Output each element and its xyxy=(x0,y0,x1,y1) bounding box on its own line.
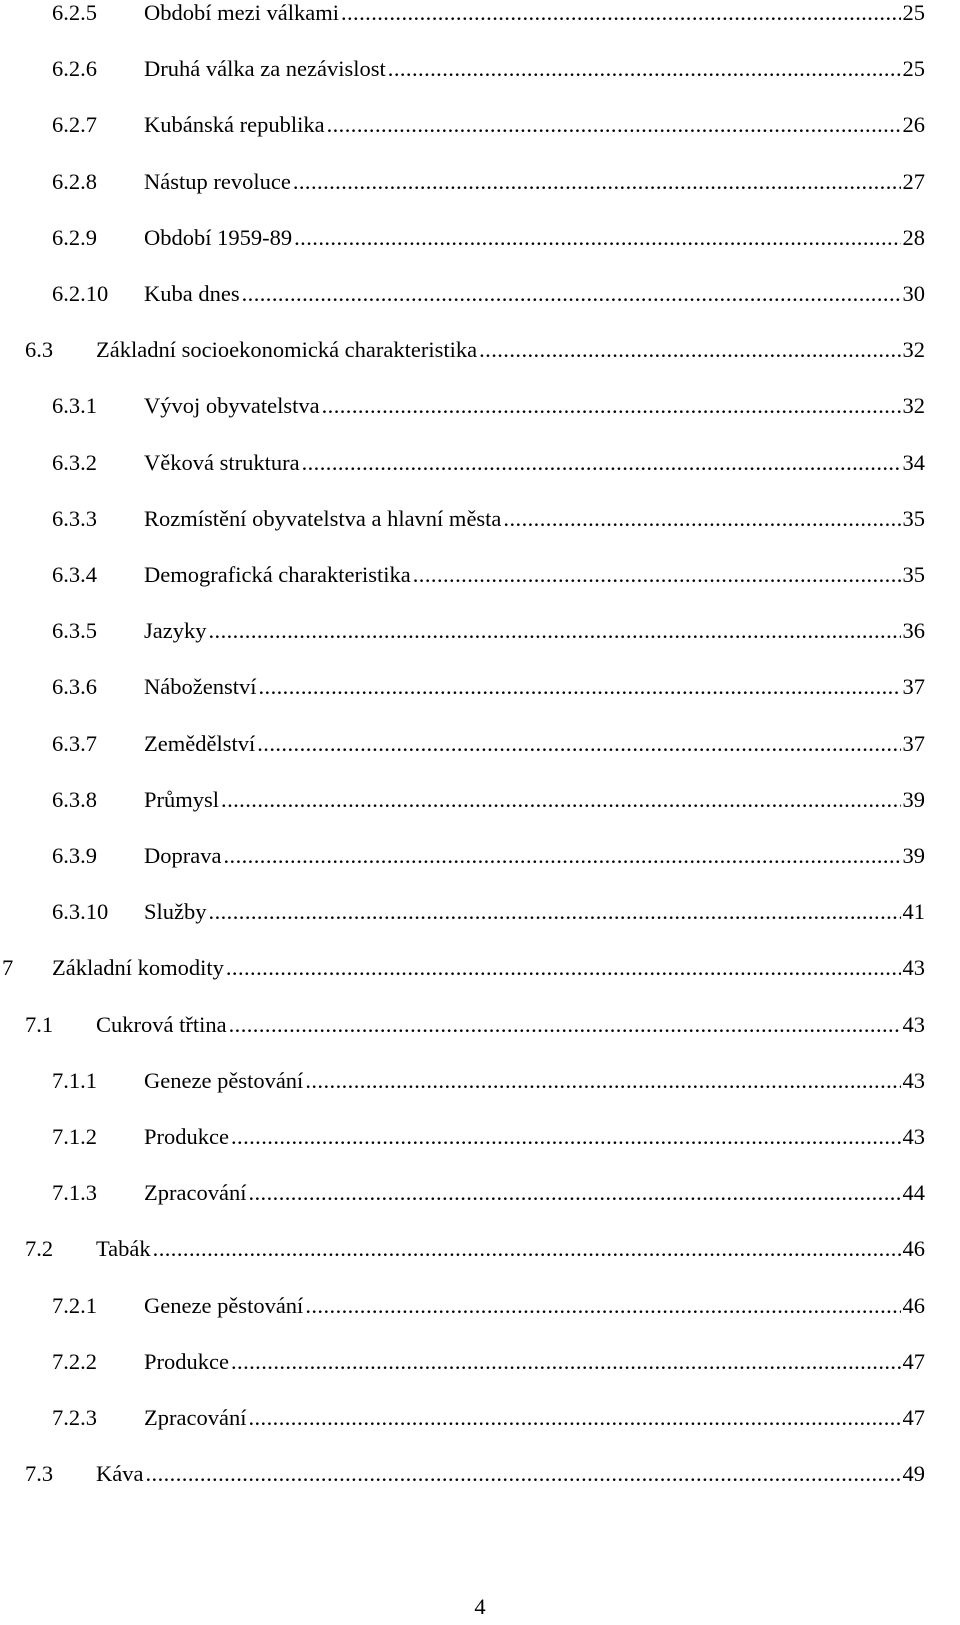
toc-entry-number: 7.2.2 xyxy=(52,1348,97,1374)
toc-entry-number: 6.2.6 xyxy=(52,56,97,82)
toc-entry[interactable] xyxy=(52,1347,925,1377)
toc-entry-page: 26 xyxy=(902,112,925,138)
toc-entry-page: 25 xyxy=(902,56,925,82)
toc-entry-title: Demografická charakteristika xyxy=(144,562,411,587)
toc-entry-title: Produkce xyxy=(144,1124,229,1149)
toc-dot-leader xyxy=(231,1122,901,1152)
toc-entry-page: 28 xyxy=(902,224,925,250)
toc-entry-title: Věková struktura xyxy=(144,449,300,475)
toc-entry[interactable] xyxy=(52,1066,925,1096)
toc-dot-leader xyxy=(248,1178,900,1208)
toc-entry-title: Geneze pěstování xyxy=(144,1067,304,1093)
toc-dot-leader xyxy=(305,1066,900,1096)
toc-entry-title: Náboženství xyxy=(144,674,257,700)
toc-entry-page: 43 xyxy=(902,1011,925,1037)
toc-entry-page: 47 xyxy=(902,1405,925,1430)
toc-entry[interactable] xyxy=(2,953,925,983)
toc-entry-number: 7.1.3 xyxy=(52,1180,97,1206)
toc-entry-page: 39 xyxy=(902,786,925,812)
toc-entry[interactable] xyxy=(52,1291,925,1321)
toc-entry-title: Služby xyxy=(144,899,207,925)
toc-entry-number: 6.3.9 xyxy=(52,843,97,868)
toc-entry-number: 7.2.1 xyxy=(52,1292,97,1318)
toc-entry-title: Káva xyxy=(96,1461,144,1487)
toc-dot-leader xyxy=(248,1403,900,1433)
toc-dot-leader xyxy=(242,279,901,309)
toc-entry-number: 6.3.8 xyxy=(52,786,97,812)
toc-entry[interactable] xyxy=(52,729,925,759)
toc-dot-leader xyxy=(257,729,900,759)
toc-entry-title: Základní socioekonomická charakteristika xyxy=(96,337,478,363)
toc-entry[interactable] xyxy=(52,672,925,702)
toc-entry-number: 6.3.10 xyxy=(52,899,109,925)
toc-dot-leader xyxy=(223,841,900,871)
toc-entry-title: Cukrová třtina xyxy=(96,1011,227,1037)
toc-entry[interactable] xyxy=(52,897,925,927)
toc-entry-page: 25 xyxy=(902,0,925,25)
toc-entry-title: Základní komodity xyxy=(52,955,224,981)
toc-dot-leader xyxy=(294,223,900,253)
toc-entry[interactable] xyxy=(52,167,925,197)
toc-entry-number: 6.3 xyxy=(25,337,54,363)
toc-dot-leader xyxy=(413,560,901,590)
toc-entry-page: 44 xyxy=(902,1180,925,1206)
toc-entry[interactable] xyxy=(25,1010,925,1040)
toc-entry[interactable] xyxy=(52,110,925,140)
toc-entry-title: Kubánská republika xyxy=(144,112,325,138)
toc-entry-page: 37 xyxy=(902,674,925,700)
toc-entry-page: 36 xyxy=(902,618,925,644)
toc-entry-page: 32 xyxy=(902,337,925,363)
toc-entry-page: 41 xyxy=(902,899,925,925)
toc-entry-number: 6.2.5 xyxy=(52,0,97,25)
toc-entry-page: 49 xyxy=(902,1461,925,1487)
page-number: 4 xyxy=(474,1594,486,1619)
toc-entry[interactable] xyxy=(52,54,925,84)
toc-dot-leader xyxy=(322,391,901,421)
toc-entry-number: 6.3.6 xyxy=(52,674,97,700)
toc-entry[interactable] xyxy=(52,0,925,28)
toc-entry-title: Doprava xyxy=(144,843,222,868)
toc-entry[interactable] xyxy=(52,223,925,253)
toc-entry-number: 7.1.1 xyxy=(52,1067,97,1093)
toc-dot-leader xyxy=(229,1010,901,1040)
toc-dot-leader xyxy=(221,785,900,815)
toc-entry-page: 39 xyxy=(902,843,925,868)
toc-dot-leader xyxy=(302,448,901,478)
toc-entry[interactable] xyxy=(52,560,925,590)
toc-entry-number: 7.2.3 xyxy=(52,1405,97,1430)
toc-entry-number: 6.3.5 xyxy=(52,618,97,644)
toc-entry-title: Vývoj obyvatelstva xyxy=(144,393,320,419)
toc-entry-title: Produkce xyxy=(144,1348,229,1374)
toc-entry[interactable] xyxy=(52,279,925,309)
toc-entry-title: Tabák xyxy=(96,1236,151,1262)
toc-entry-title: Druhá válka za nezávislost xyxy=(144,56,386,82)
toc-entry-number: 6.3.7 xyxy=(52,730,97,756)
toc-entry-title: Období mezi válkami xyxy=(144,0,339,25)
toc-entry[interactable] xyxy=(52,785,925,815)
toc-dot-leader xyxy=(293,167,901,197)
toc-entry-number: 7.2 xyxy=(25,1236,54,1262)
toc-entry-page: 46 xyxy=(902,1236,925,1262)
toc-entry-title: Zpracování xyxy=(144,1405,247,1430)
toc-dot-leader xyxy=(341,0,901,28)
toc-entry-page: 43 xyxy=(902,1067,925,1093)
toc-dot-leader xyxy=(503,504,900,534)
toc-entry-number: 6.2.10 xyxy=(52,281,109,306)
toc-entry-page: 35 xyxy=(902,505,925,531)
toc-entry-page: 34 xyxy=(902,449,925,475)
toc-entry[interactable] xyxy=(52,1178,925,1208)
toc-entry[interactable] xyxy=(52,504,925,534)
toc-dot-leader xyxy=(209,897,901,927)
toc-dot-leader xyxy=(479,335,900,365)
toc-entry-title: Období 1959-89 xyxy=(144,224,293,250)
toc-entry[interactable] xyxy=(52,1122,925,1152)
toc-entry[interactable] xyxy=(25,1459,925,1489)
toc-entry-page: 30 xyxy=(902,281,925,306)
toc-dot-leader xyxy=(258,672,900,702)
toc-entry-number: 6.2.7 xyxy=(52,112,97,138)
toc-entry-number: 7.1 xyxy=(25,1011,54,1037)
toc-entry-page: 37 xyxy=(902,730,925,756)
toc-entry[interactable] xyxy=(25,335,925,365)
toc-entry-number: 6.2.9 xyxy=(52,224,97,250)
toc-entry-title: Jazyky xyxy=(144,618,207,644)
toc-entry-page: 47 xyxy=(902,1348,925,1374)
toc-entry-number: 6.3.1 xyxy=(52,393,97,419)
toc-dot-leader xyxy=(208,616,900,646)
toc-entry-title: Průmysl xyxy=(144,786,220,812)
toc-entry-number: 6.2.8 xyxy=(52,168,97,194)
toc-entry[interactable] xyxy=(52,448,925,478)
toc-dot-leader xyxy=(226,953,901,983)
toc-entry-title: Rozmístění obyvatelstva a hlavní města xyxy=(144,505,502,531)
toc-entry-number: 7 xyxy=(2,955,14,981)
toc-dot-leader xyxy=(327,110,901,140)
toc-entry-page: 43 xyxy=(902,1124,925,1149)
toc-entry[interactable] xyxy=(25,1234,925,1264)
toc-entry-title: Geneze pěstování xyxy=(144,1292,304,1318)
toc-dot-leader xyxy=(145,1459,900,1489)
toc-dot-leader xyxy=(305,1291,900,1321)
toc-entry[interactable] xyxy=(52,1403,925,1433)
toc-entry[interactable] xyxy=(52,391,925,421)
toc-entry[interactable] xyxy=(52,841,925,871)
toc-entry-page: 27 xyxy=(902,168,925,194)
toc-entry-number: 7.1.2 xyxy=(52,1124,97,1149)
toc-dot-leader xyxy=(153,1234,901,1264)
toc-entry-title: Zpracování xyxy=(144,1180,247,1206)
toc-entry[interactable] xyxy=(52,616,925,646)
toc-entry-title: Zemědělství xyxy=(144,730,256,756)
toc-entry-page: 32 xyxy=(902,393,925,419)
toc-entry-title: Nástup revoluce xyxy=(144,168,291,194)
toc-entry-title: Kuba dnes xyxy=(144,281,240,306)
toc-entry-page: 43 xyxy=(902,955,925,981)
toc-entry-number: 7.3 xyxy=(25,1461,54,1487)
toc-entry-number: 6.3.4 xyxy=(52,562,97,587)
toc-entry-page: 46 xyxy=(902,1292,925,1318)
toc-entry-number: 6.3.2 xyxy=(52,449,97,475)
toc-dot-leader xyxy=(388,54,901,84)
toc-dot-leader xyxy=(231,1347,901,1377)
toc-entry-page: 35 xyxy=(902,562,925,587)
toc-entry-number: 6.3.3 xyxy=(52,505,97,531)
